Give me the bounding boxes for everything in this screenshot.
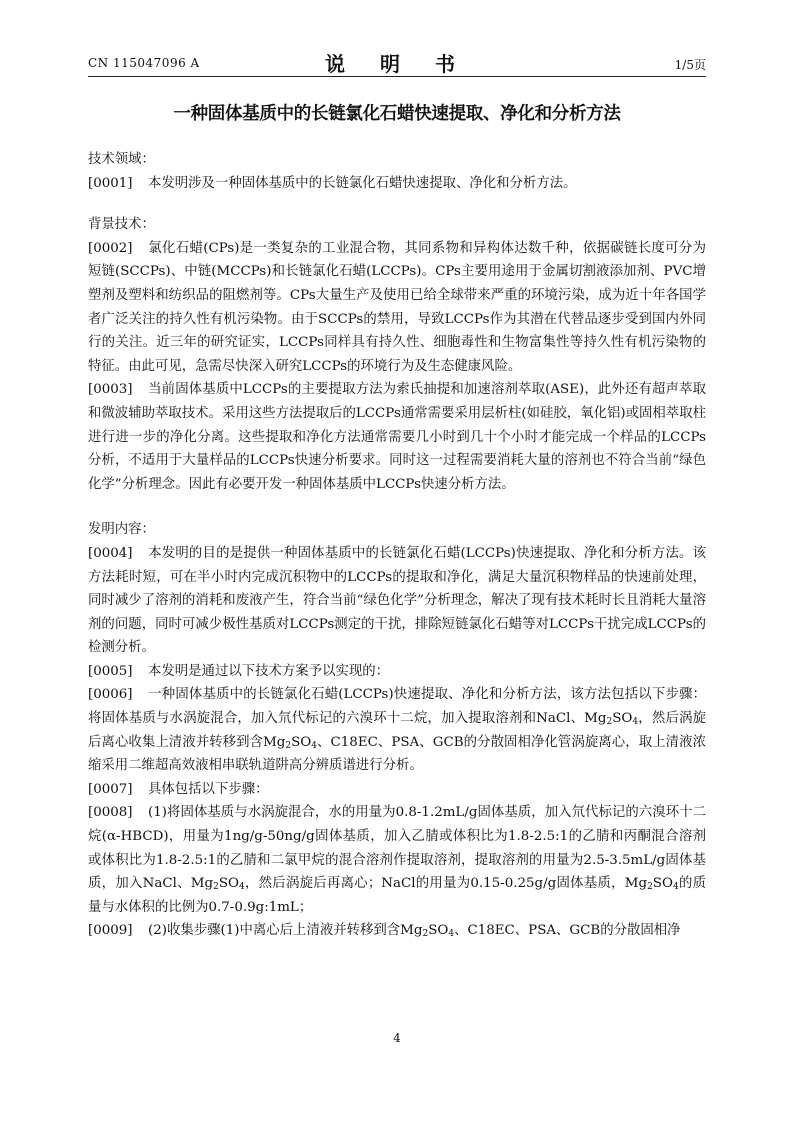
paragraph-text-part: ，然后涡旋后再离心；NaCl的用量为0.15-0.25g/g固体基质，Mg	[244, 876, 648, 892]
paragraph-text: 本发明涉及一种固体基质中的长链氯化石蜡快速提取、净化和分析方法。	[148, 175, 577, 191]
section-heading-background: 背景技术：	[88, 217, 155, 233]
paragraph-text: 具体包括以下步骤：	[148, 781, 269, 797]
subscript: 2	[285, 740, 292, 751]
paragraph-0007	[88, 778, 706, 802]
paragraph-text-part: (1)将固体基质与水涡旋混合，水的用量为0.8-1.2mL/g固体基质，加入氘代标记的六溴环十二烷(α-HBCD)，用量为1ng/g-50ng/g固体基质，加入乙腈或体积比为1.8-2.5:1的乙腈和丙酮混合溶剂或体积比为1.8-2.5:1的乙腈和二氯甲烷的混合溶剂作提取溶剂，提取溶剂的用量为2.5-3.5mL/g固体基质，加入NaCl、Mg	[88, 805, 706, 892]
paragraph-0003	[88, 378, 706, 496]
subscript: 2	[647, 882, 653, 893]
paragraph-number: [0002]	[88, 240, 133, 256]
paragraph-number: [0005]	[88, 663, 133, 679]
subscript: 4	[311, 740, 317, 751]
paragraph-0009	[88, 919, 706, 943]
paragraph-number: [0008]	[88, 805, 133, 821]
section-heading-tech-field: 技术领域：	[88, 152, 155, 167]
paragraph-text-part: (2)收集步骤(1)中离心后上清液并转移到含Mg	[148, 923, 423, 939]
paragraph-text: 本发明是通过以下技术方案予以实现的：	[148, 663, 390, 679]
paragraph-0004	[88, 542, 706, 660]
paragraph-number: [0006]	[88, 687, 133, 703]
paragraph-0001	[88, 172, 706, 196]
paragraph-text-part: 、C18EC、PSA、GCB的分散固相净化管涡旋离心，取上清液浓缩采用二维超高效液相串联轨道阱高分辨质谱进行分析。	[88, 734, 706, 774]
subscript: 2	[213, 882, 219, 893]
subscript: 4	[672, 882, 679, 893]
paragraph-number: [0007]	[88, 781, 133, 797]
paragraph-0008	[88, 801, 706, 919]
subscript: 4	[632, 717, 639, 728]
paragraph-number: [0004]	[88, 545, 133, 561]
subscript: 2	[422, 929, 429, 940]
paragraph-text: 当前固体基质中LCCPs的主要提取方法为索氏抽提和加速溶剂萃取(ASE)，此外还有超声萃取和微波辅助萃取技术。采用这些方法提取后的LCCPs通常需要采用层析柱(如硅胶，氧化铝)或固相萃取柱进行进一步的净化分离。这些提取和净化方法通常需要几小时到几十个小时才能完成一个样品的LCCPs分析，不适用于大量样品的LCCPs快速分析要求。同时这一过程需要消耗大量的溶剂也不符合当前“绿色化学”分析理念。因此有必要开发一种固体基质中LCCPs快速分析方法。	[88, 382, 706, 492]
paragraph-text-part: SO	[218, 876, 239, 892]
paragraph-text-part: 一种固体基质中的长链氯化石蜡(LCCPs)快速提取、净化和分析方法，该方法包括以下步骤：将固体基质与水涡旋混合，加入氘代标记的六溴环十二烷，加入提取溶剂和NaCl、Mg	[88, 687, 706, 727]
document-title: 一种固体基质中的长链氯化石蜡快速提取、净化和分析方法	[173, 104, 621, 124]
paragraph-text-part: SO	[428, 923, 449, 939]
paragraph-0005	[88, 660, 706, 684]
section-heading-invention: 发明内容：	[88, 522, 155, 538]
subscript: 2	[606, 717, 613, 728]
paragraph-number: [0009]	[88, 923, 133, 939]
paragraph-text-part: SO	[291, 734, 312, 750]
paragraph-text: 本发明的目的是提供一种固体基质中的长链氯化石蜡(LCCPs)快速提取、净化和分析方法。该方法耗时短，可在半小时内完成沉积物中的LCCPs的提取和净化，满足大量沉积物样品的快速前处理，同时减少了溶剂的消耗和废液产生，符合当前“绿色化学”分析理念，解决了现有技术耗时长且消耗大量溶剂的问题，同时可减少极性基质对LCCPs测定的干扰，排除短链氯化石蜡等对LCCPs干扰完成LCCPs的检测分析。	[88, 545, 706, 656]
header-rule	[88, 76, 706, 77]
paragraph-0002	[88, 237, 706, 379]
page-header	[88, 48, 706, 76]
document-type-label: 说 明 书	[325, 52, 469, 76]
page-info: 1/5页	[674, 58, 706, 72]
paragraph-text-part: ，然后涡旋后离心收集上清液并转移到含Mg	[88, 711, 707, 750]
paragraph-text-part: SO	[612, 711, 633, 727]
paragraph-number: [0001]	[88, 175, 133, 191]
paragraph-0006	[88, 683, 706, 777]
paragraph-text-part: SO	[652, 876, 673, 892]
subscript: 4	[238, 882, 245, 893]
paragraph-text-part: 的质量与水体积的比例为0.7-0.9g:1mL；	[88, 876, 707, 915]
paragraph-text-part: 、C18EC、PSA、GCB的分散固相净	[454, 923, 681, 939]
paragraph-number: [0003]	[88, 382, 133, 398]
paragraph-text: 氯化石蜡(CPs)是一类复杂的工业混合物，其同系物和异构体达数千种，依据碳链长度可分为短链(SCCPs)、中链(MCCPs)和长链氯化石蜡(LCCPs)。CPs主要用途用于金属切割液添加剂、PVC增塑剂及塑料和纺织品的阻燃剂等。CPs大量生产及使用已给全球带来严重的环境污染，成为近十年各国学者广泛关注的持久性有机污染物。由于SCCPs的禁用，导致LCCPs作为其潜在代替品逐步受到国内外同行的关注。近三年的研究证实，LCCPs同样具有持久性、细胞毒性和生物富集性等持久性有机污染物的特征。由此可见，急需尽快深入研究LCCPs的环境行为及生态健康风险。	[88, 240, 706, 374]
subscript: 4	[448, 929, 455, 940]
page-number: 4	[393, 1031, 401, 1045]
document-body	[88, 148, 706, 943]
patent-number: CN 115047096 A	[88, 56, 200, 70]
